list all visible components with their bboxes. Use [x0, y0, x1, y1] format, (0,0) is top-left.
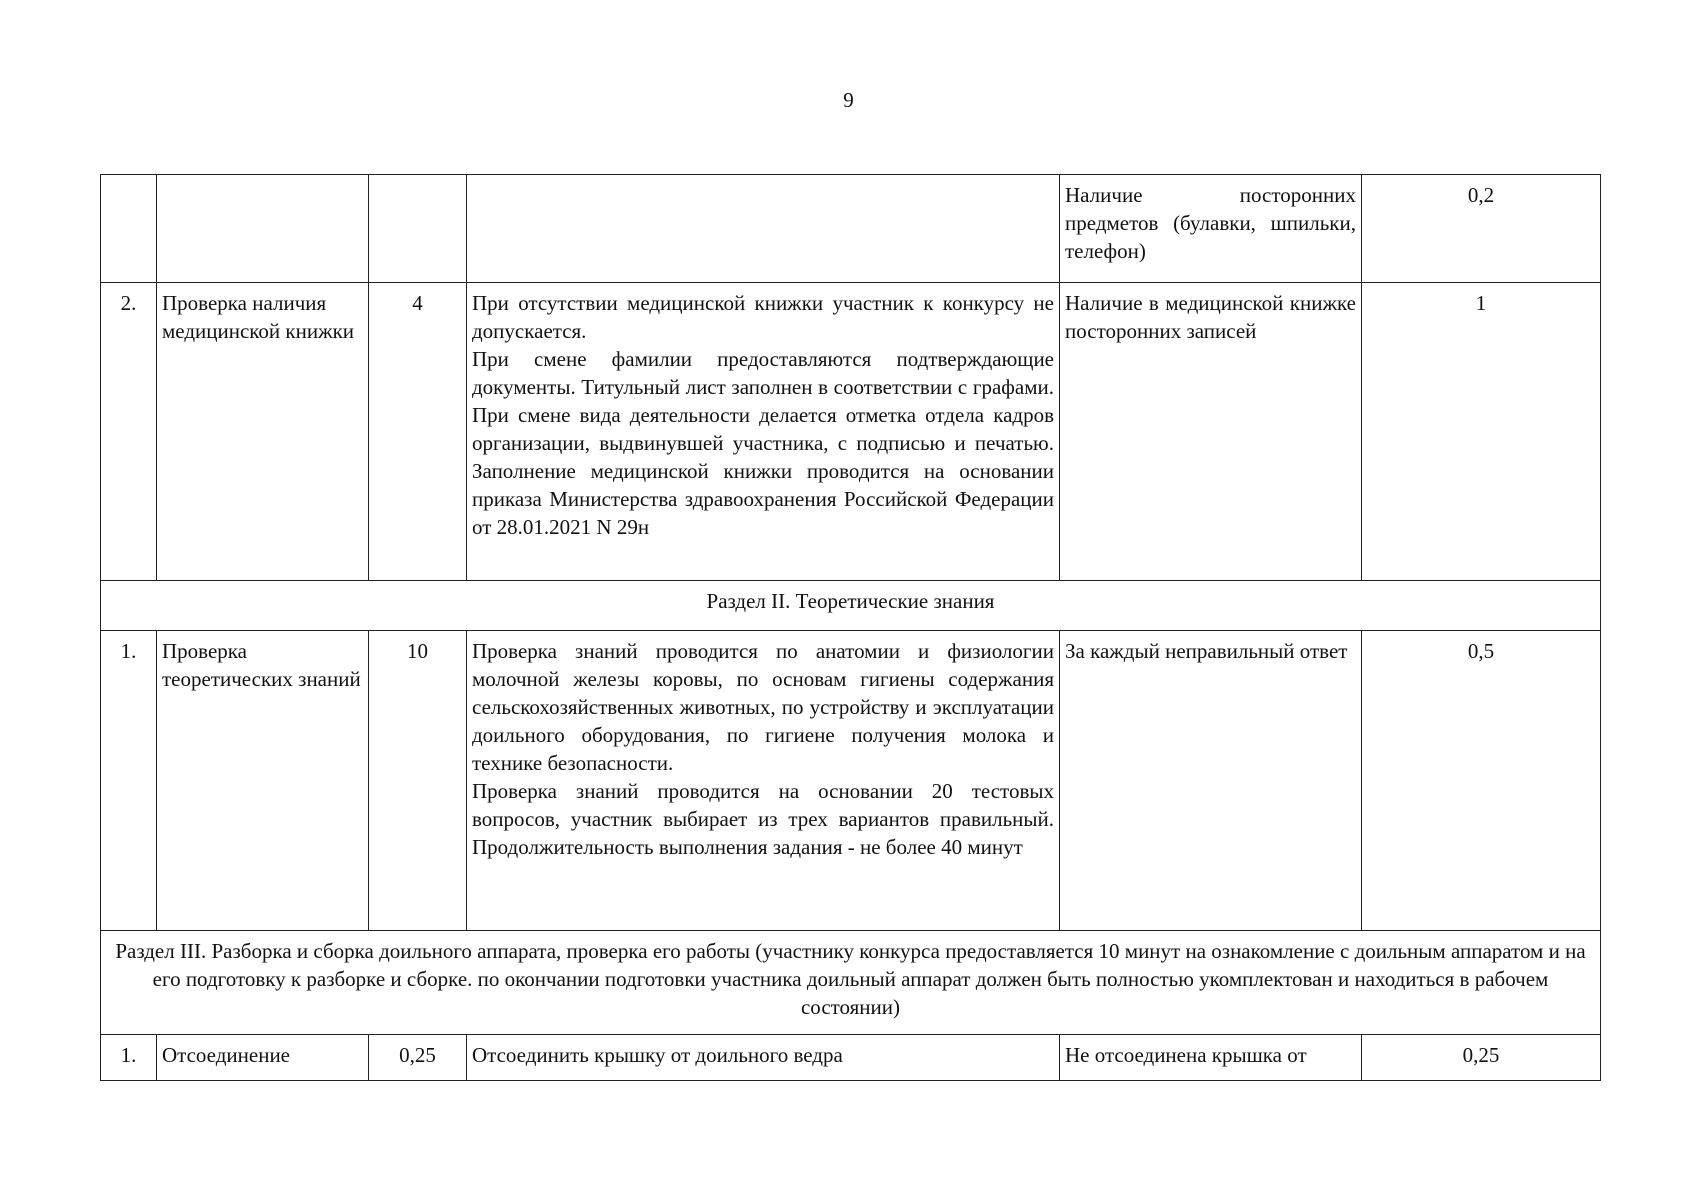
row-number: 1.	[101, 1035, 157, 1081]
criterion-description	[467, 1035, 1060, 1081]
criterion-description	[467, 175, 1060, 283]
section-title: Раздел III. Разборка и сборка доильного аппарата, проверка его работы (участнику конкурса предоставляется 10 минут на ознакомление с доильным аппаратом и на его подготовку к разборке и сборке. по окончании подготовки участника доильный аппарат должен быть полностью укомплектован и находиться в рабочем состоянии)	[101, 931, 1601, 1035]
page-number: 9	[843, 88, 854, 112]
criterion-name: Проверка наличия медицинской книжки	[157, 283, 369, 581]
evaluation-table	[100, 174, 1601, 1081]
description-paragraph: При отсутствии медицинской книжки участник к конкурсу не допускается.	[472, 291, 1054, 343]
deduction-points: 0,5	[1362, 631, 1601, 931]
criterion-name: Отсоединение	[157, 1035, 369, 1081]
max-points: 0,25	[369, 1035, 467, 1081]
max-points: 4	[369, 283, 467, 581]
row-number: 2.	[101, 283, 157, 581]
table-row	[101, 175, 1601, 283]
section-title: Раздел II. Теоретические знания	[101, 581, 1601, 631]
section-header	[101, 931, 1601, 1035]
row-number: 1.	[101, 631, 157, 931]
deduction-reason: Наличие в медицинской книжке посторонних записей	[1060, 283, 1362, 581]
row-number	[101, 175, 157, 283]
max-points	[369, 175, 467, 283]
table-row	[101, 283, 1601, 581]
table-row	[101, 631, 1601, 931]
deduction-points: 1	[1362, 283, 1601, 581]
section-header	[101, 581, 1601, 631]
description-paragraph: Проверка знаний проводится по анатомии и физиологии молочной железы коровы, по основам гигиены содержания сельскохозяйственных животных, по устройству и эксплуатации доильного оборудования, по гигиене получения молока и технике безопасности.	[472, 639, 1054, 775]
deduction-points: 0,25	[1362, 1035, 1601, 1081]
criterion-description	[467, 631, 1060, 931]
deduction-points: 0,2	[1362, 175, 1601, 283]
deduction-reason: За каждый неправильный ответ	[1060, 631, 1362, 931]
deduction-reason: Не отсоединена крышка от	[1060, 1035, 1362, 1081]
table-row	[101, 1035, 1601, 1081]
criterion-name: Проверка теоретических знаний	[157, 631, 369, 931]
deduction-reason: Наличие посторонних предметов (булавки, шпильки, телефон)	[1060, 175, 1362, 283]
max-points: 10	[369, 631, 467, 931]
description-paragraph: Проверка знаний проводится на основании 20 тестовых вопросов, участник выбирает из трех вариантов правильный. Продолжительность выполнения задания - не более 40 минут	[472, 779, 1054, 859]
description-paragraph: Отсоединить крышку от доильного ведра	[472, 1043, 843, 1067]
description-paragraph: При смене фамилии предоставляются подтверждающие документы. Титульный лист заполнен в соответствии с графами. При смене вида деятельности делается отметка отдела кадров организации, выдвинувшей участника, с подписью и печатью. Заполнение медицинской книжки проводится на основании приказа Министерства здравоохранения Российской Федерации от 28.01.2021 N 29н	[472, 347, 1054, 539]
criterion-description	[467, 283, 1060, 581]
criterion-name	[157, 175, 369, 283]
